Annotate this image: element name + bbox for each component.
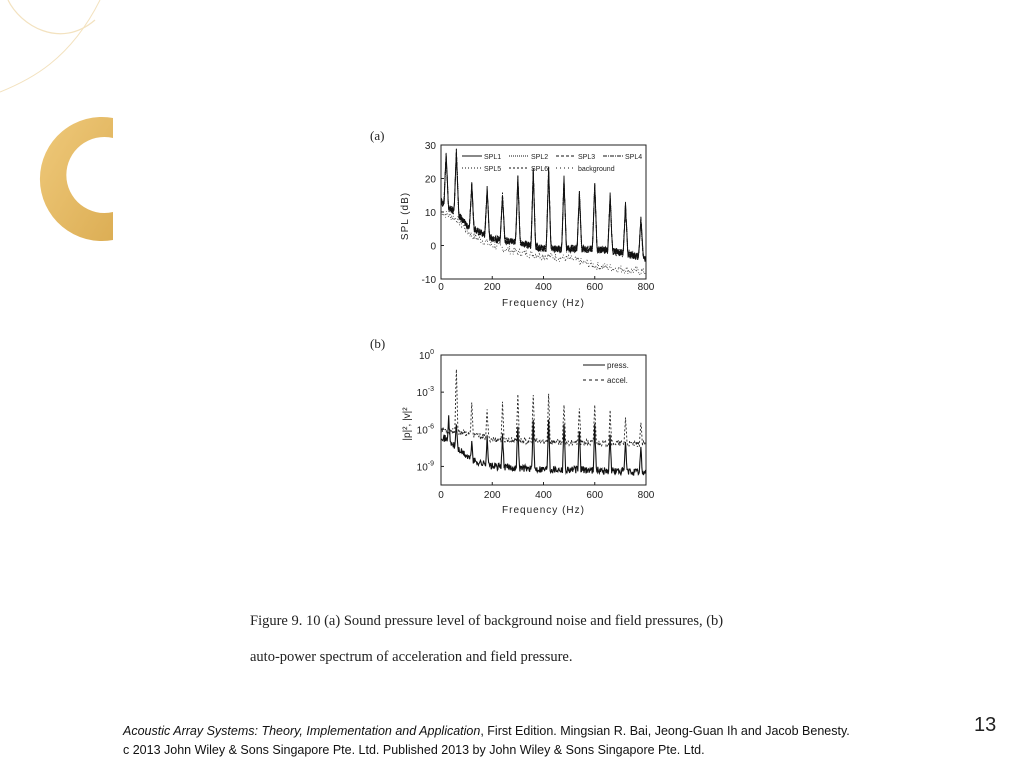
panel-a-x-tick-label: 0 — [438, 282, 444, 293]
y-tick-exponent: -9 — [427, 460, 434, 468]
panel-a — [370, 128, 655, 309]
panel-b-label: (b) — [370, 336, 386, 351]
legend-label: SPL6 — [531, 166, 549, 173]
panel-b-plot-frame — [441, 355, 646, 485]
panel-b-x-tick-label: 800 — [637, 490, 655, 501]
legend-label: SPL3 — [578, 154, 596, 161]
panel-a-y-tick-label: 10 — [424, 208, 436, 219]
y-tick-base: 10 — [416, 425, 428, 437]
page-number: 13 — [974, 714, 997, 736]
panel-a-label: (a) — [370, 128, 385, 143]
panel-a-x-tick-label: 400 — [535, 282, 552, 293]
legend-label: background — [578, 166, 615, 173]
footer-citation-line-1 — [123, 724, 850, 738]
panel-a-y-tick-label: 0 — [430, 241, 436, 253]
panel-b-x-tick-label: 400 — [535, 490, 552, 501]
y-tick-base: 10 — [418, 351, 431, 362]
panel-b-x-tick-label: 0 — [438, 490, 444, 501]
panel-a-y-axis-label: SPL (dB) — [400, 191, 411, 241]
legend-label: press. — [607, 361, 629, 370]
legend-label: accel. — [607, 376, 628, 385]
panel-a-y-tick-label: 30 — [424, 141, 436, 152]
panel-a-x-tick-label: 800 — [637, 282, 655, 293]
y-tick-exponent: -6 — [427, 423, 434, 431]
figure-caption-line-1: Figure 9. 10 (a) Sound pressure level of background noise and field pressures, (b) — [250, 613, 724, 629]
panel-b-x-tick-label: 200 — [483, 490, 501, 501]
panel-b-y-tick-label — [419, 349, 434, 362]
book-title: Acoustic Array Systems: Theory, Implementation and Application — [123, 724, 481, 738]
panel-a-y-tick-label: -10 — [421, 275, 436, 286]
footer-citation-line-2: c 2013 John Wiley & Sons Singapore Pte. Ltd. Published 2013 by John Wiley & Sons Singapore Pte. Ltd. — [123, 743, 705, 757]
panel-b-y-tick-label — [417, 460, 434, 473]
panel-a-x-tick-label: 600 — [586, 282, 604, 293]
y-tick-base: 10 — [416, 462, 428, 474]
legend-label: SPL2 — [531, 154, 549, 161]
panel-b-y-axis-label: |p|², |v|² — [402, 407, 413, 441]
figure-caption-line-2: auto-power spectrum of acceleration and field pressure. — [250, 649, 573, 665]
panel-b-y-tick-label — [417, 423, 434, 436]
legend-label: SPL5 — [484, 166, 502, 173]
series-background-line — [441, 211, 645, 275]
series-press-line — [441, 415, 646, 475]
y-tick-base: 10 — [416, 388, 428, 400]
panel-a-x-tick-label: 200 — [483, 282, 501, 293]
legend-label: SPL1 — [484, 154, 502, 161]
footer-citation-rest: , First Edition. Mingsian R. Bai, Jeong-Guan Ih and Jacob Benesty. — [480, 724, 850, 738]
legend-label: SPL4 — [625, 154, 643, 161]
y-tick-exponent: 0 — [430, 349, 434, 356]
y-tick-exponent: -3 — [427, 386, 434, 394]
panel-b-y-tick-label — [417, 386, 434, 399]
panel-b — [370, 336, 655, 516]
panel-a-y-tick-label: 20 — [424, 174, 436, 186]
panel-b-x-axis-label: Frequency (Hz) — [502, 505, 585, 516]
panel-b-x-tick-label: 600 — [586, 490, 604, 501]
panel-a-x-axis-label: Frequency (Hz) — [502, 298, 585, 309]
